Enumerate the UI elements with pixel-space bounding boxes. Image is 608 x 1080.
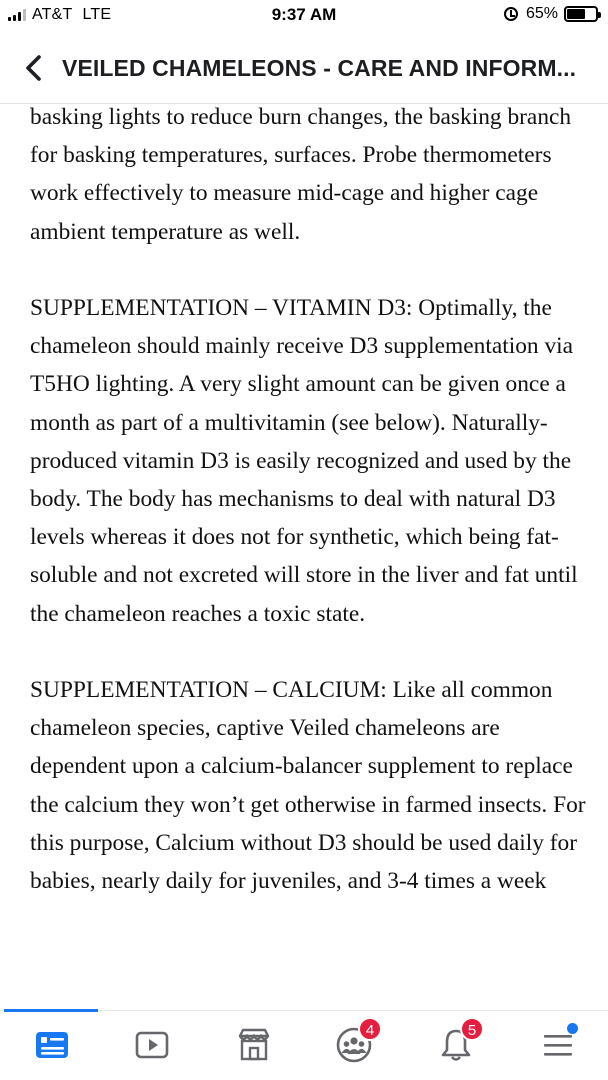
- nav-news-feed[interactable]: [30, 1025, 74, 1065]
- menu-new-dot: [567, 1023, 578, 1034]
- nav-menu[interactable]: [536, 1025, 580, 1065]
- active-tab-indicator: [4, 1009, 98, 1012]
- video-play-icon: [133, 1026, 171, 1064]
- article-paragraph: SUPPLEMENTATION – VITAMIN D3: Optimally, the chameleon should mainly receive D3 supplementation via T5HO lighting. A very slight amount can be given once a month as part of a multivitamin (see below). Naturally-produced vitamin D3 is easily recognized and used by the body. The body has mechanisms to deal with natural D3 levels whereas it does not for synthetic, which being fat-soluble and not excreted will store in the liver and fat until the chameleon reaches a toxic state.: [30, 295, 578, 627]
- status-right: [504, 5, 598, 23]
- page-header: [0, 34, 608, 104]
- news-feed-icon: [33, 1026, 71, 1064]
- network-type: LTE: [82, 6, 112, 23]
- status-bar: [0, 0, 608, 34]
- battery-percent: 65%: [525, 5, 558, 22]
- article-paragraph: basking lights to reduce burn changes, the basking branch for basking temperatures, surfaces. Probe thermometers work effectively to measure mid-cage and higher cage ambient temperature as well.: [30, 104, 572, 245]
- back-button[interactable]: [20, 50, 48, 86]
- nav-groups[interactable]: [332, 1022, 376, 1065]
- chevron-left-icon: [20, 50, 48, 86]
- status-time: 9:37 AM: [271, 5, 337, 24]
- article-paragraph: SUPPLEMENTATION – CALCIUM: Like all common chameleon species, captive Veiled chameleons are dependent upon a calcium-balancer supplement to replace the calcium they won’t get otherwise in farmed insects. For this purpose, Calcium without D3 should be used daily for babies, nearly daily for juveniles, and 3-4 times a week: [30, 677, 586, 895]
- marketplace-icon: [235, 1026, 273, 1064]
- article-body[interactable]: [30, 98, 590, 1010]
- page-title: VEILED CHAMELEONS - CARE AND INFORM...: [62, 55, 577, 81]
- carrier-name: AT&T: [32, 6, 73, 23]
- nav-watch[interactable]: [130, 1025, 174, 1065]
- battery-fill: [567, 9, 585, 19]
- battery-icon: [564, 6, 598, 22]
- alarm-icon: [504, 7, 518, 21]
- groups-badge: 4: [358, 1017, 382, 1041]
- bottom-nav: [0, 1010, 608, 1080]
- notifications-badge: 5: [460, 1017, 484, 1041]
- nav-marketplace[interactable]: [232, 1025, 276, 1065]
- nav-notifications[interactable]: [434, 1022, 478, 1065]
